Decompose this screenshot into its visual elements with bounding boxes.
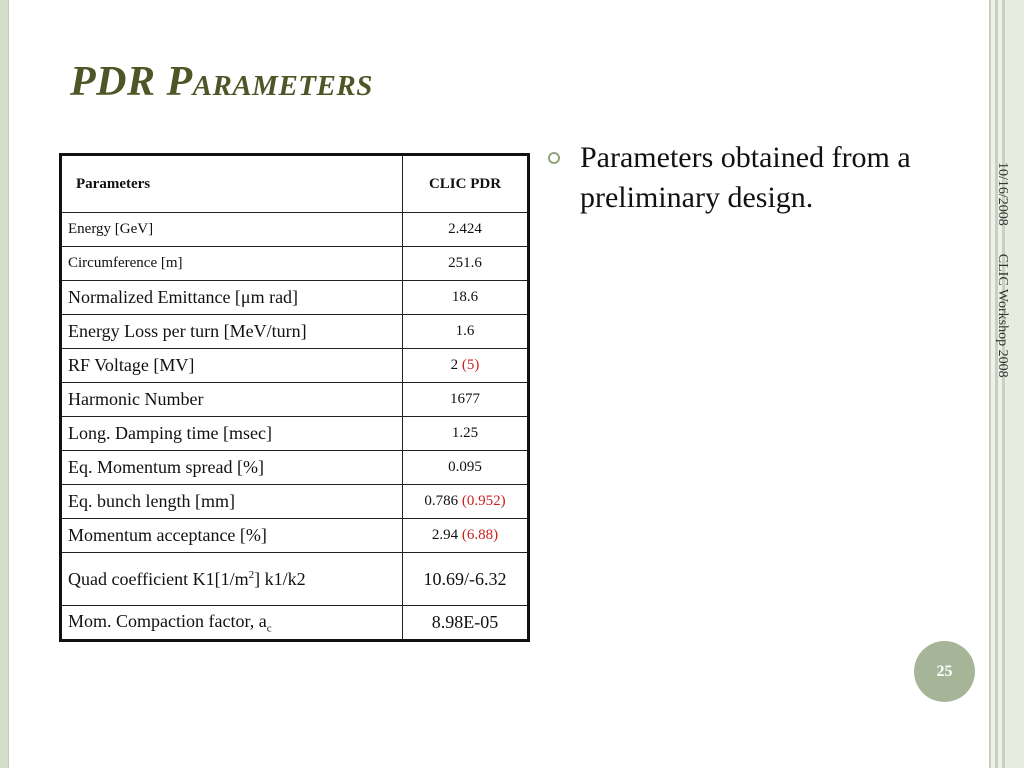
bullet-text: Parameters obtained from a preliminary design. xyxy=(580,141,911,214)
page-number-badge xyxy=(914,641,975,702)
row-value: 1.25 xyxy=(403,417,529,451)
page-number: 25 xyxy=(936,662,953,680)
row-label-subscript: c xyxy=(266,622,272,635)
row-value-cell xyxy=(403,519,529,553)
row-value: 0.095 xyxy=(403,451,529,485)
row-label: Energy [GeV] xyxy=(61,213,403,247)
row-label-main: Quad coefficient K1[1/m xyxy=(68,568,249,589)
table-header-row xyxy=(61,155,529,213)
right-decorative-stripes xyxy=(986,0,1024,768)
row-label: Momentum acceptance [%] xyxy=(61,519,403,553)
row-label: Eq. bunch length [mm] xyxy=(61,485,403,519)
row-value: 251.6 xyxy=(403,247,529,281)
table-row xyxy=(61,383,529,417)
row-value-cell xyxy=(403,349,529,383)
row-value: 2 xyxy=(450,357,459,373)
left-frame-border xyxy=(0,0,9,768)
table-row xyxy=(61,519,529,553)
row-value-note: (5) xyxy=(461,357,480,373)
row-value-note: (0.952) xyxy=(461,493,506,509)
row-label: Energy Loss per turn [MeV/turn] xyxy=(61,315,403,349)
table-row xyxy=(61,281,529,315)
row-value: 0.786 xyxy=(424,493,459,509)
parameters-table-container xyxy=(59,153,530,642)
footer-event: CLIC Workshop 2008 xyxy=(995,253,1010,378)
row-value: 8.98E-05 xyxy=(403,606,529,641)
slide-title xyxy=(70,58,373,106)
row-label: Circumference [m] xyxy=(61,247,403,281)
row-label: Eq. Momentum spread [%] xyxy=(61,451,403,485)
table-row xyxy=(61,553,529,606)
row-value-cell xyxy=(403,485,529,519)
title-small-caps: Parameters xyxy=(166,59,373,105)
table-row xyxy=(61,606,529,641)
row-label: Normalized Emittance [μm rad] xyxy=(61,281,403,315)
row-value: 10.69/-6.32 xyxy=(403,553,529,606)
row-value: 18.6 xyxy=(403,281,529,315)
table-row xyxy=(61,315,529,349)
table-row xyxy=(61,349,529,383)
table-row xyxy=(61,213,529,247)
row-value: 2.94 xyxy=(431,527,459,543)
row-label: Long. Damping time [msec] xyxy=(61,417,403,451)
row-label-superscript: 2 xyxy=(248,568,255,581)
row-value-note: (6.88) xyxy=(461,527,499,543)
row-label-suffix: ] k1/k2 xyxy=(254,568,306,589)
footer-date: 10/16/2008 xyxy=(995,162,1010,226)
title-lead: PDR xyxy=(70,59,167,105)
row-label: RF Voltage [MV] xyxy=(61,349,403,383)
row-value: 1.6 xyxy=(403,315,529,349)
table-row xyxy=(61,247,529,281)
row-value: 2.424 xyxy=(403,213,529,247)
circle-bullet-icon xyxy=(548,152,560,164)
row-label xyxy=(61,553,403,606)
header-clic-pdr: CLIC PDR xyxy=(403,155,529,213)
parameters-table xyxy=(59,153,530,642)
bullet-list xyxy=(548,138,928,218)
vertical-footer xyxy=(994,162,1010,378)
table-row xyxy=(61,417,529,451)
header-parameters: Parameters xyxy=(61,155,403,213)
row-label xyxy=(61,606,403,641)
table-row xyxy=(61,485,529,519)
row-value: 1677 xyxy=(403,383,529,417)
row-label: Harmonic Number xyxy=(61,383,403,417)
table-row xyxy=(61,451,529,485)
row-label-main: Mom. Compaction factor, a xyxy=(68,610,267,631)
